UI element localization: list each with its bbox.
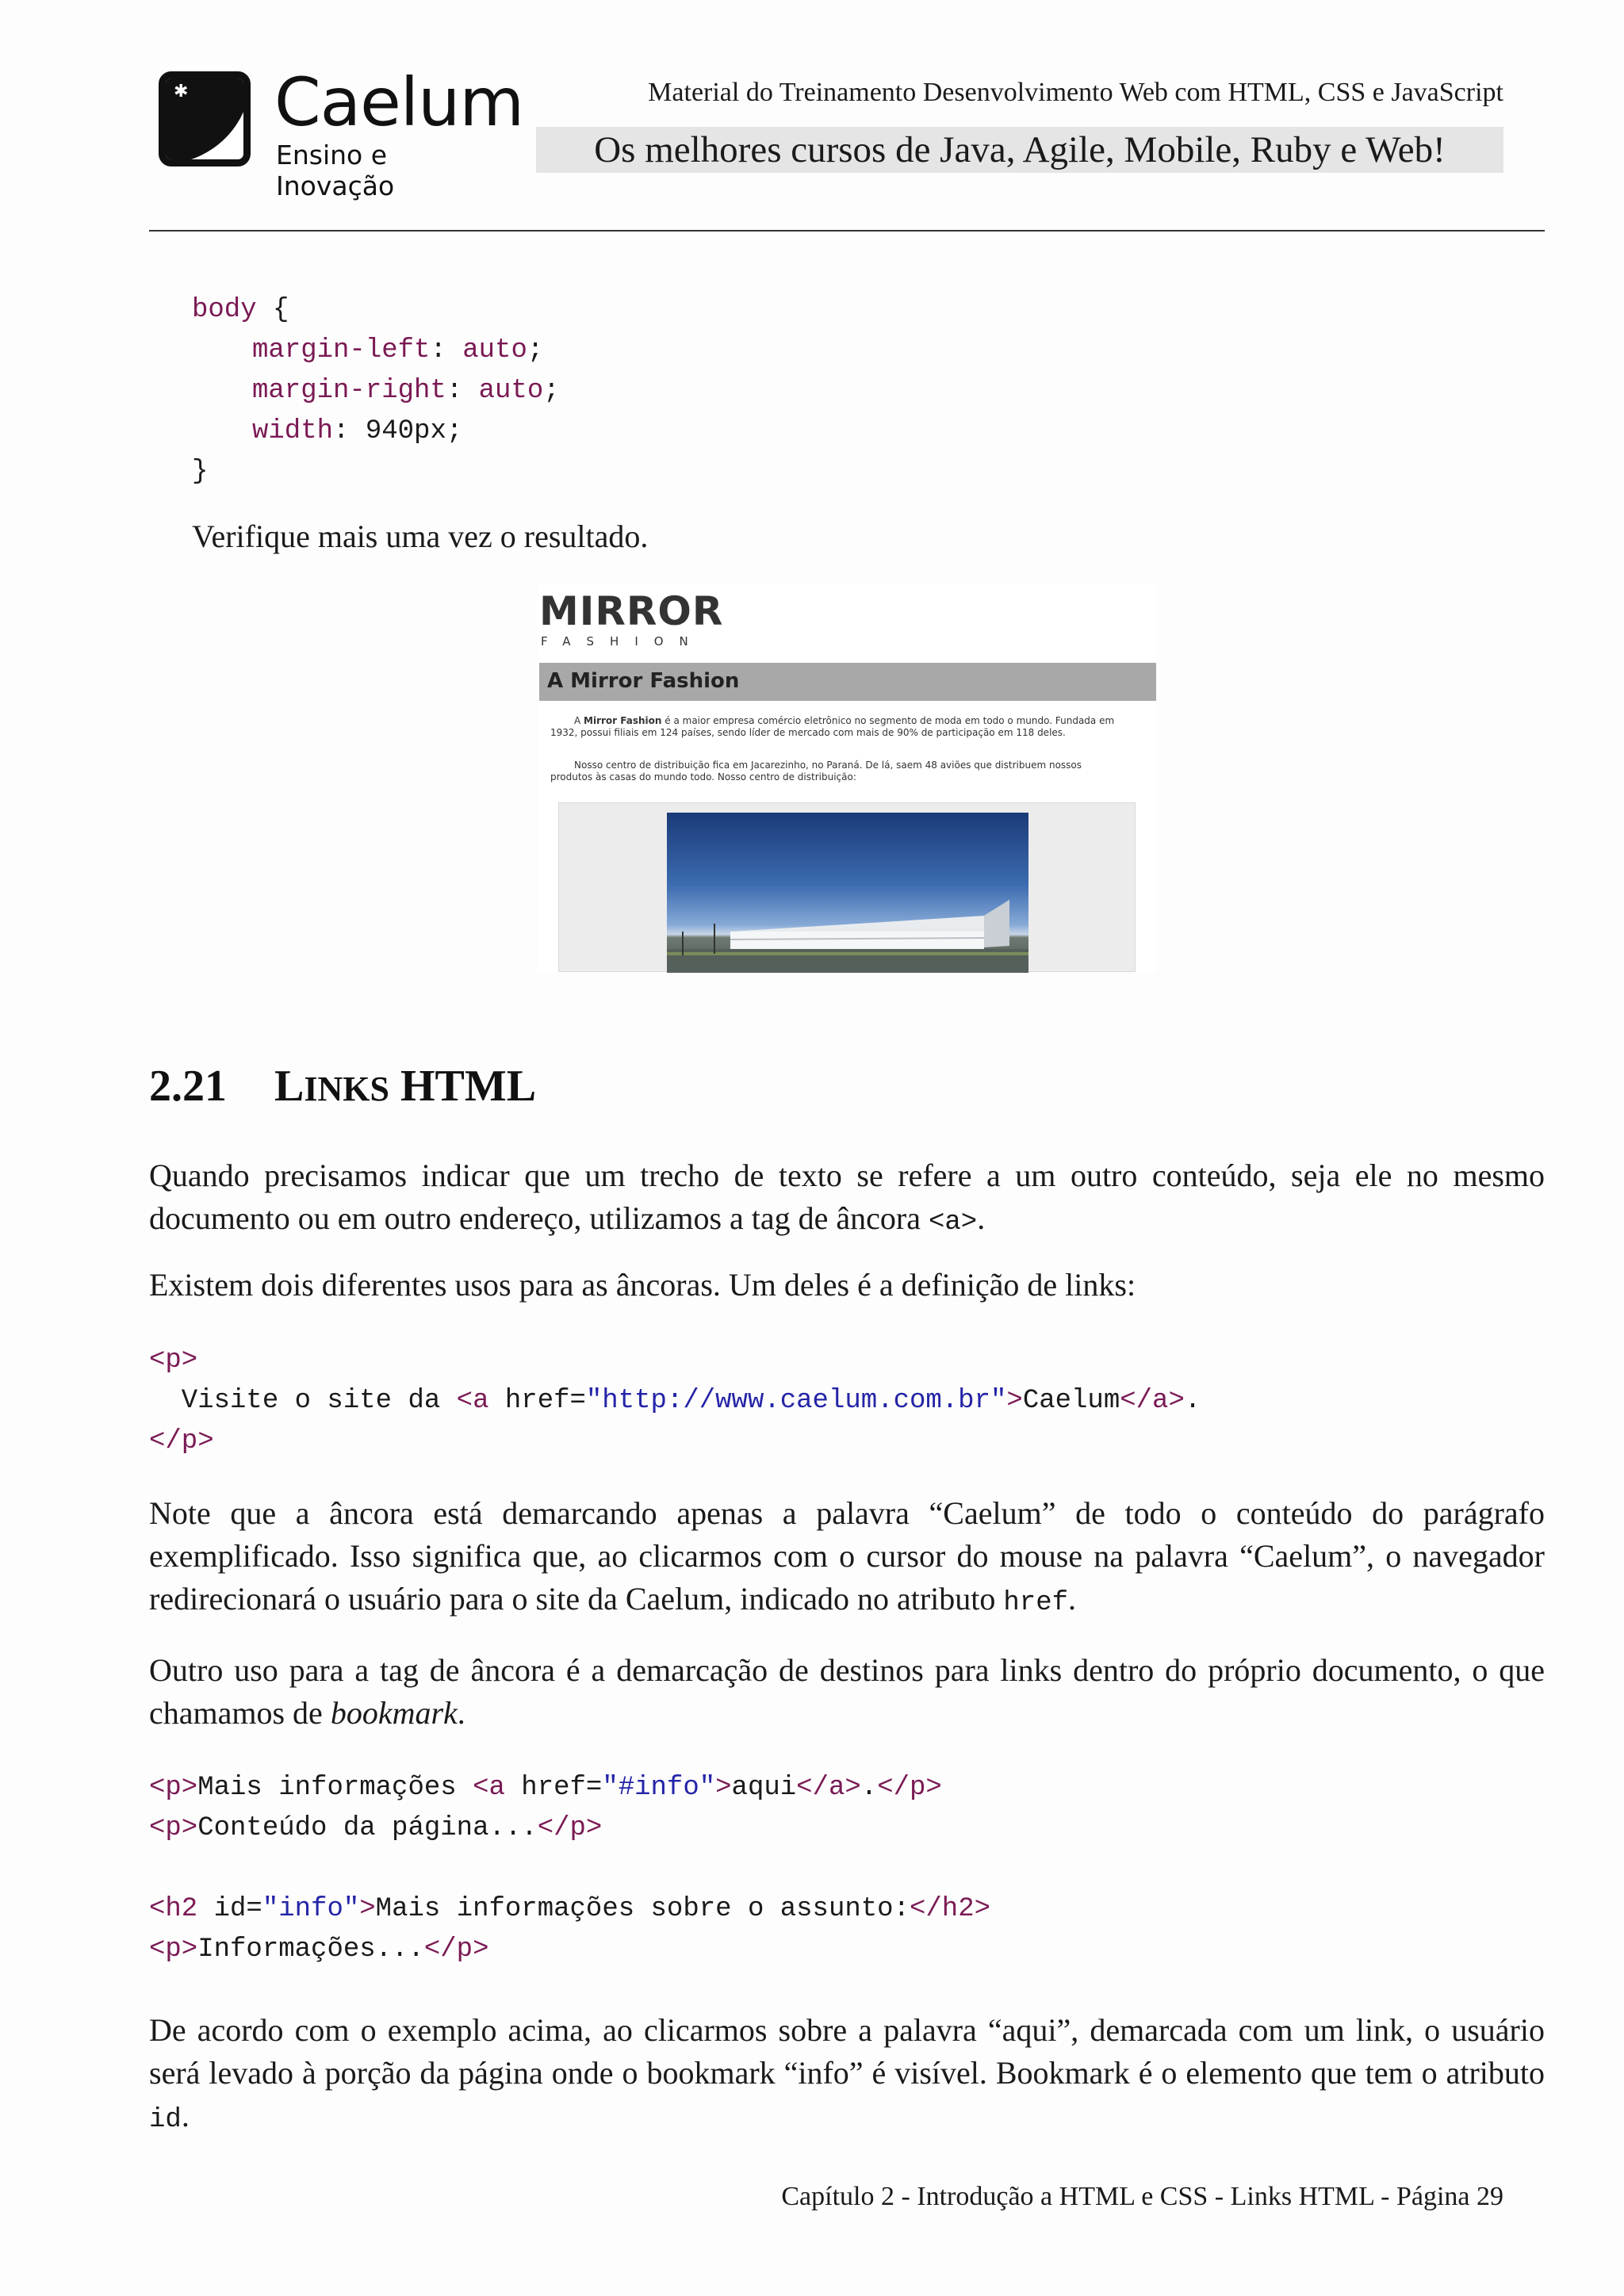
page-footer: Capítulo 2 - Introdução a HTML e CSS - Links HTML - Página 29 [781, 2182, 1503, 2211]
screenshot-image-frame [558, 802, 1136, 972]
caelum-logo [155, 63, 524, 201]
verify-text: Verifique mais uma vez o resultado. [192, 519, 649, 554]
result-screenshot [538, 584, 1156, 972]
conclusion-paragraph: De acordo com o exemplo acima, ao clicarmos sobre a palavra “aqui”, demarcada com um link, o usuário será levado à porção da página onde o bookmark “info” é visível. Bookmark é o elemento que tem o atributo id. [149, 2012, 1545, 2135]
other-use-paragraph: Outro uso para a tag de âncora é a demarcação de destinos para links dentro do próprio documento, o que chamamos de bookmark. [149, 1652, 1545, 1731]
warehouse-illustration [667, 813, 1028, 973]
screenshot-paragraph-1: A Mirror Fashion é a maior empresa comércio eletrônico no segmento de moda em todo o mundo. Fundada em 1932, possui filiais em 124 países, sendo líder de mercado com mais de 90% de participação em 118 deles. [550, 715, 1115, 738]
distribution-center-photo [667, 813, 1028, 973]
code-line: body { [192, 295, 289, 325]
mirror-logo: MIRROR [539, 588, 724, 634]
code-line: <p> [149, 1345, 198, 1376]
caelum-logo-mark-icon: ✱ [159, 71, 251, 166]
logo-name: Caelum [274, 63, 524, 141]
code-line: margin-right: auto; [252, 376, 560, 406]
header-banner: Os melhores cursos de Java, Agile, Mobile, Ruby e Web! [536, 127, 1503, 173]
code-line: </p> [149, 1426, 214, 1456]
screenshot-title: A Mirror Fashion [547, 669, 740, 693]
mirror-logo-sub: FASHION [541, 634, 704, 649]
header-divider [149, 230, 1545, 232]
section-number: 2.21 [149, 1062, 227, 1111]
code-line: <h2 id="info">Mais informações sobre o assunto:</h2> [149, 1894, 991, 1924]
code-line: <p>Informações...</p> [149, 1934, 489, 1965]
section-heading: 2.21 LINKS HTML [149, 1062, 537, 1111]
code-line: Visite o site da <a href="http://www.caelum.com.br">Caelum</a>. [149, 1386, 1201, 1416]
header-title: Material do Treinamento Desenvolvimento Web com HTML, CSS e JavaScript [648, 78, 1503, 107]
screenshot-title-bar [539, 663, 1156, 701]
code-line: <p>Conteúdo da página...</p> [149, 1813, 603, 1843]
code-line: margin-left: auto; [252, 335, 544, 365]
note-paragraph: Note que a âncora está demarcando apenas a palavra “Caelum” de todo o conteúdo do parágrafo exemplificado. Isso significa que, ao clicarmos com o cursor do mouse na palavra “Caelum”, o navegador redirecionará o usuário para o site da Caelum, indicado no atributo href. [149, 1495, 1545, 1618]
intro-paragraph: Quando precisamos indicar que um trecho de texto se refere a um outro conteúdo, seja ele no mesmo documento ou em outro endereço, utilizamos a tag de âncora <a>. [149, 1158, 1545, 1238]
screenshot-paragraph-2: Nosso centro de distribuição fica em Jacarezinho, no Paraná. De lá, saem 48 aviões que distribuem nossos produtos às casas do mundo todo. Nosso centro de distribuição: [550, 760, 1082, 783]
logo-subtitle: Ensino e Inovação [276, 140, 395, 201]
code-line: } [192, 457, 209, 487]
code-line: <p>Mais informações <a href="#info">aqui</a>.</p> [149, 1773, 942, 1803]
code-line: width: 940px; [252, 416, 463, 446]
uses-paragraph: Existem dois diferentes usos para as âncoras. Um deles é a definição de links: [149, 1267, 1136, 1303]
